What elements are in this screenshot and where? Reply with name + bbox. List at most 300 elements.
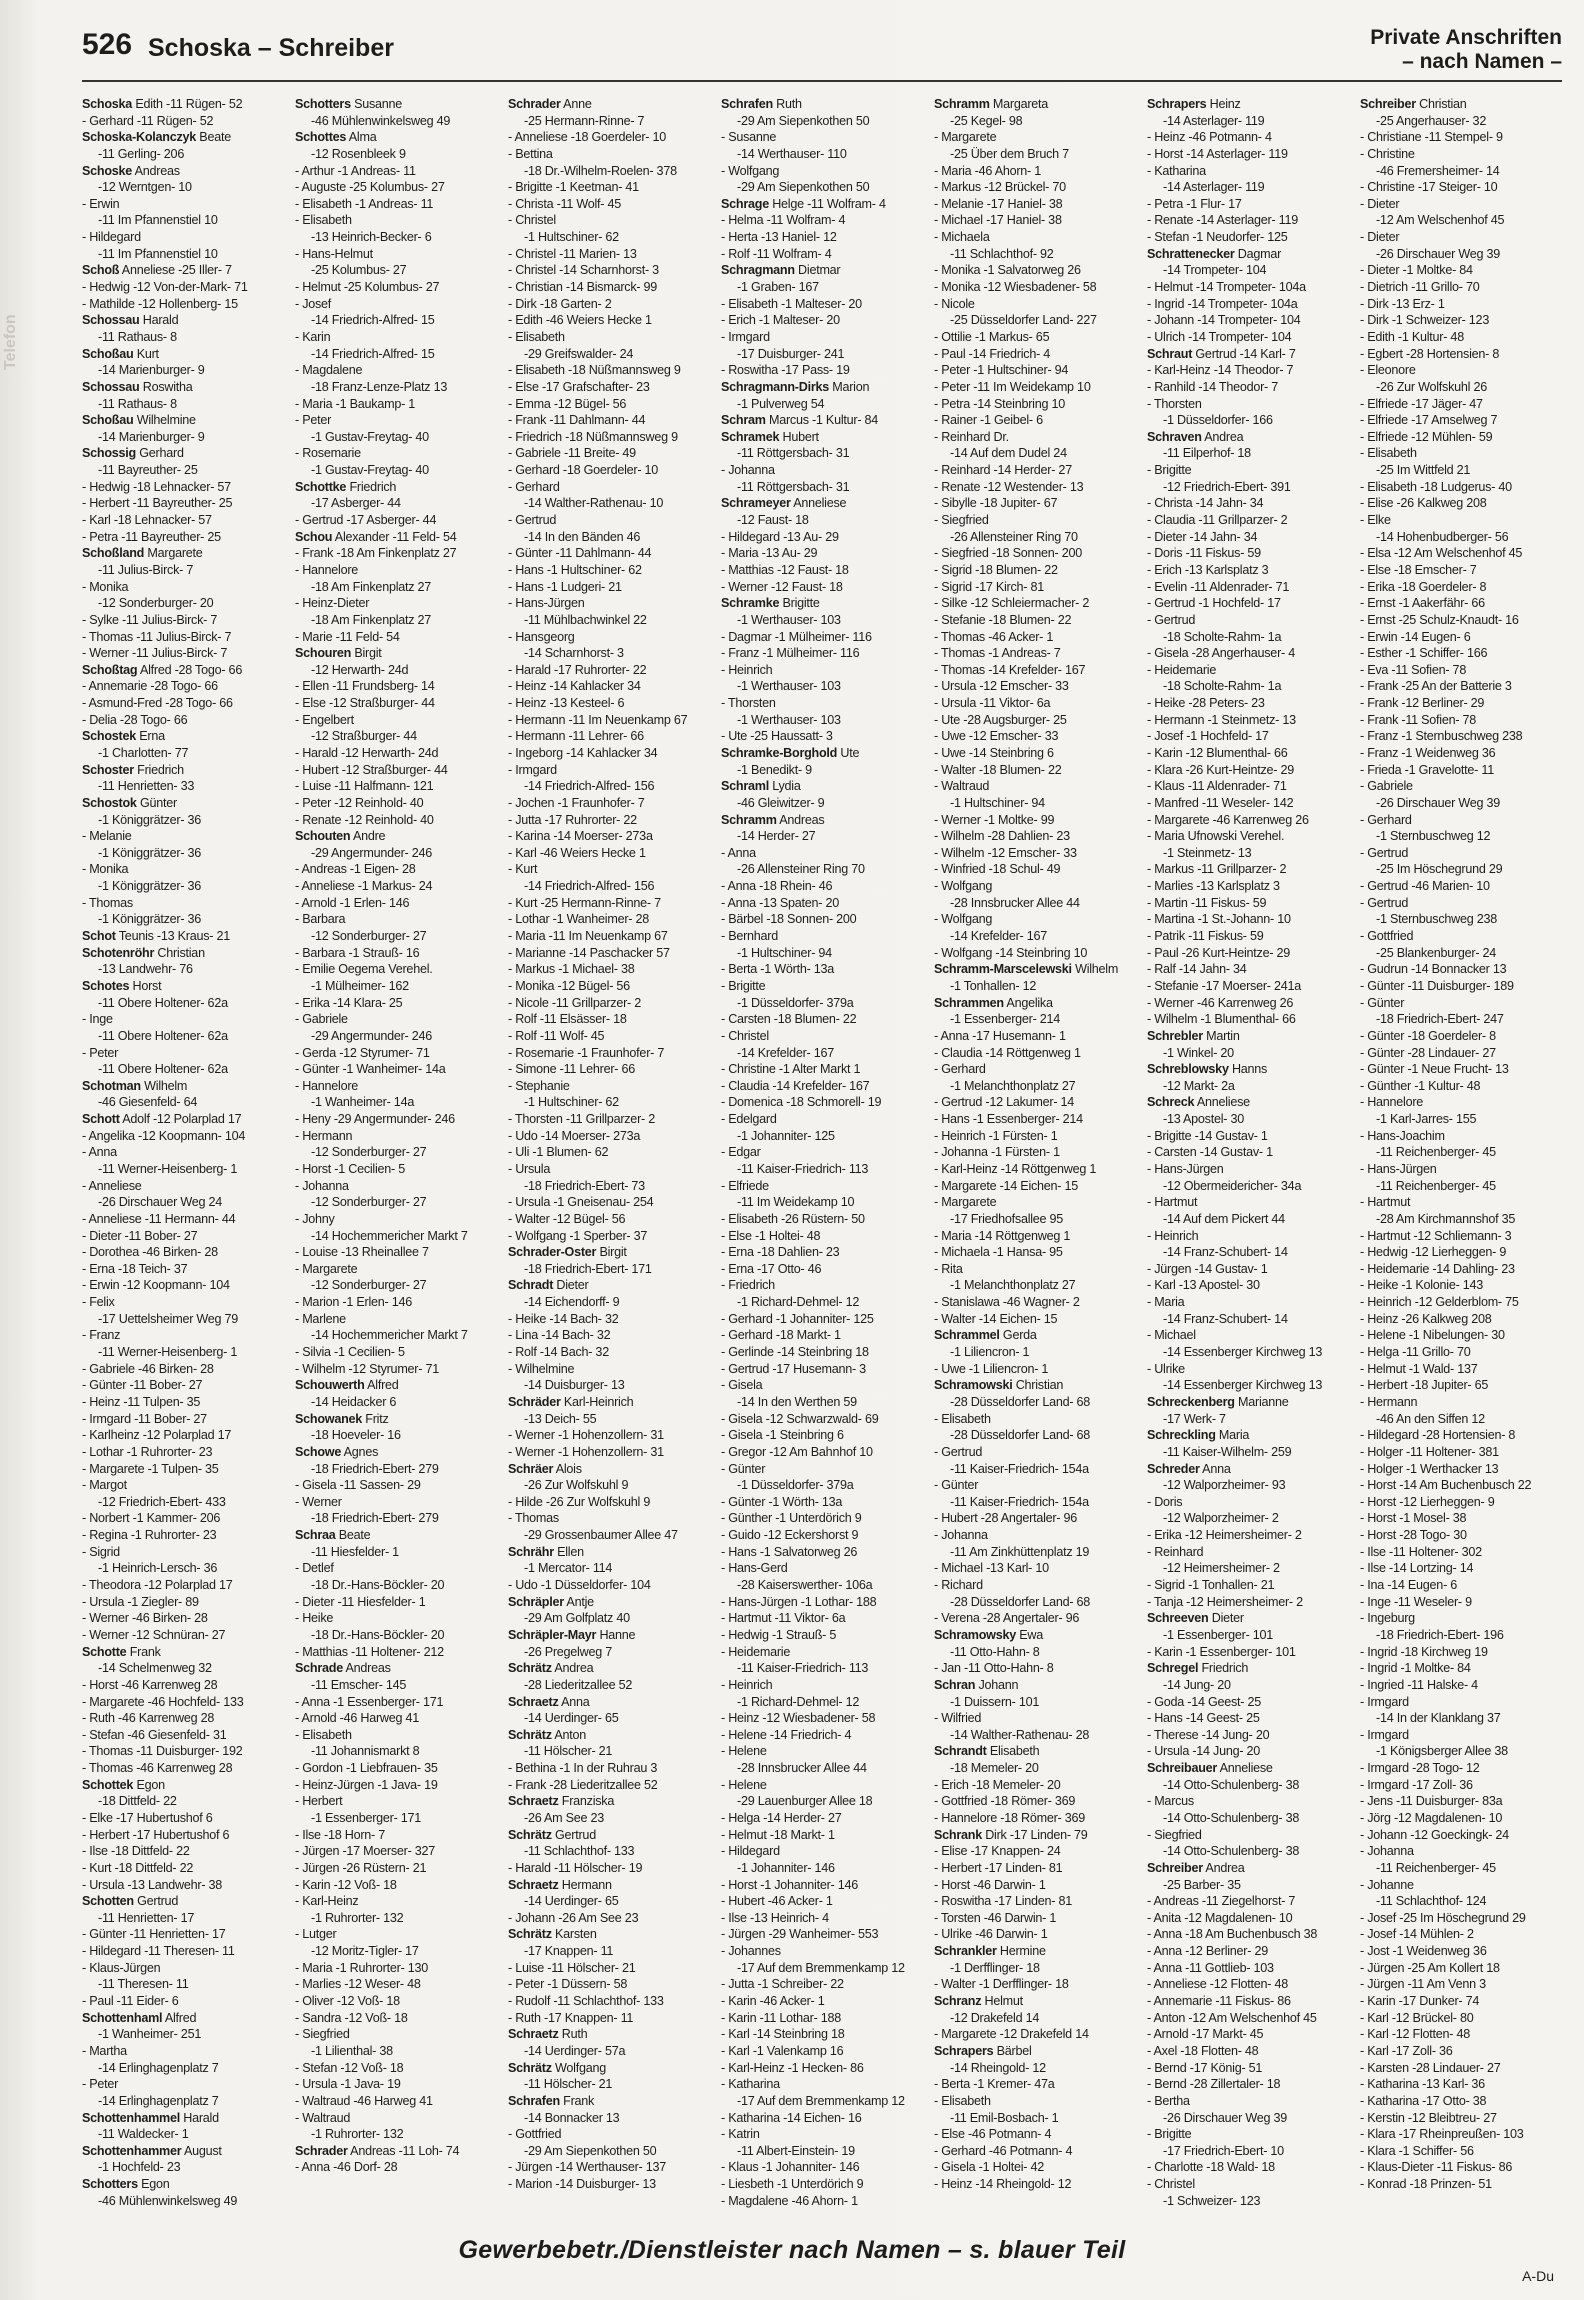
listing-entry [1360, 229, 1560, 246]
entry-text: - Klara -1 Schiffer- 56 [1360, 2143, 1474, 2158]
entry-text: - Anneliese -1 Markus- 24 [295, 879, 433, 894]
listing-entry [82, 562, 282, 579]
listing-entry [721, 2060, 921, 2077]
entry-text: -13 Deich- 55 [524, 1411, 597, 1426]
entry-text: -12 Moritz-Tigler- 17 [311, 1944, 419, 1959]
listing-entry [508, 1976, 708, 1993]
listing-entry [721, 961, 921, 978]
entry-text: - Friedrich [721, 1278, 775, 1293]
entry-text: -26 Dirschauer Weg 39 [1376, 246, 1501, 261]
listing-entry [82, 878, 282, 895]
listing-entry [1360, 96, 1560, 113]
listing-entry [508, 2126, 708, 2143]
entry-text: Harald [183, 2110, 219, 2125]
listing-entry [1360, 895, 1560, 912]
listing-entry [82, 2143, 282, 2160]
entry-text: - Günter -11 Duisburger- 189 [1360, 978, 1514, 993]
listing-entry [1360, 745, 1560, 762]
entry-text: - Eva -11 Sofien- 78 [1360, 662, 1467, 677]
entry-text: -18 Friedrich-Ebert- 279 [311, 1461, 439, 1476]
entry-text: - Hannelore [295, 1078, 359, 1093]
listing-entry [508, 878, 708, 895]
listing-entry [82, 895, 282, 912]
entry-text: - Arnold -17 Markt- 45 [1147, 2027, 1264, 2042]
listing-entry [1360, 1760, 1560, 1777]
listing-entry [1147, 1710, 1347, 1727]
entry-text: - Heinrich [721, 1677, 773, 1692]
listing-entry [295, 861, 495, 878]
listing-entry [1147, 2076, 1347, 2093]
listing-entry [82, 1028, 282, 1045]
listing-entry [82, 1760, 282, 1777]
listing-entry [508, 1710, 708, 1727]
listing-entry [295, 878, 495, 895]
surname: Schoske [82, 163, 133, 178]
listing-entry [1147, 96, 1347, 113]
entry-text: - Franz -1 Mülheimer- 116 [721, 646, 860, 661]
entry-text: - Brigitte -14 Gustav- 1 [1147, 1128, 1268, 1143]
listing-entry [1360, 146, 1560, 163]
listing-entry [934, 1660, 1134, 1677]
listing-entry [1360, 1327, 1560, 1344]
listing-entry [934, 1926, 1134, 1943]
listing-entry [295, 462, 495, 479]
entry-text: -14 Duisburger- 13 [524, 1378, 625, 1393]
entry-text: - Ralf -14 Jahn- 34 [1147, 962, 1247, 977]
listing-entry [721, 1111, 921, 1128]
entry-text: Ellen [557, 1544, 584, 1559]
entry-text: - Karl-Heinz -14 Theodor- 7 [1147, 363, 1294, 378]
entry-text: - Paul -14 Friedrich- 4 [934, 346, 1051, 361]
entry-text: - Klara -26 Kurt-Heintze- 29 [1147, 762, 1294, 777]
listing-entry [721, 895, 921, 912]
entry-text: - Marlies -13 Karlsplatz 3 [1147, 879, 1280, 894]
listing-entry [508, 961, 708, 978]
entry-text: -14 Krefelder- 167 [950, 929, 1048, 944]
listing-entry [1147, 1544, 1347, 1561]
listing-entry [508, 1743, 708, 1760]
listing-entry [1147, 1411, 1347, 1428]
listing-entry [721, 728, 921, 745]
entry-text: - Hans -1 Hultschiner- 62 [508, 562, 642, 577]
entry-text: -18 Am Finkenplatz 27 [311, 612, 432, 627]
entry-text: -1 Hultschiner- 94 [737, 945, 832, 960]
entry-text: Antje [566, 1594, 594, 1609]
listing-entry [1147, 1827, 1347, 1844]
listing-entry [721, 495, 921, 512]
listing-entry [295, 678, 495, 695]
surname: Schraml [721, 779, 769, 794]
listing-entry [295, 762, 495, 779]
entry-text: - Renate -14 Asterlager- 119 [1147, 213, 1298, 228]
entry-text: - Emilie Oegema Verehel. [295, 962, 433, 977]
entry-text: - Karin -46 Acker- 1 [721, 1994, 825, 2009]
listing-entry [295, 1128, 495, 1145]
entry-text: - Rosemarie -1 Fraunhofer- 7 [508, 1045, 665, 1060]
listing-entry [82, 1261, 282, 1278]
entry-text: - Margarete [934, 130, 997, 145]
listing-entry [295, 2076, 495, 2093]
surname: Schrätz [508, 2060, 552, 2075]
listing-entry [934, 1078, 1134, 1095]
entry-text: -26 Zur Wolfskuhl 9 [524, 1478, 629, 1493]
listing-entry [934, 529, 1134, 546]
entry-text: - Werner -46 Karrenweg 26 [1147, 995, 1294, 1010]
entry-text: - Ursula -12 Emscher- 33 [934, 679, 1069, 694]
entry-text: -11 Im Pfannenstiel 10 [98, 246, 218, 261]
entry-text: - Edelgard [721, 1112, 777, 1127]
listing-entry [295, 1094, 495, 1111]
listing-entry [295, 795, 495, 812]
entry-text: - Nicole [934, 296, 975, 311]
entry-text: - Simone -11 Lehrer- 66 [508, 1062, 636, 1077]
entry-text: - Michaela -1 Hansa- 95 [934, 1245, 1063, 1260]
listing-entry [721, 928, 921, 945]
listing-entry [1360, 1061, 1560, 1078]
listing-entry [508, 129, 708, 146]
entry-text: - Gisela -11 Sassen- 29 [295, 1478, 421, 1493]
listing-entry [82, 1960, 282, 1977]
column-6 [1147, 96, 1347, 2231]
listing-entry [508, 1893, 708, 1910]
listing-entry [82, 312, 282, 329]
listing-entry [721, 229, 921, 246]
listing-entry [934, 346, 1134, 363]
entry-text: - Wilhelm -12 Styrumer- 71 [295, 1361, 439, 1376]
listing-entry [721, 1660, 921, 1677]
listing-entry [721, 695, 921, 712]
entry-text: - Ilse -18 Dittfeld- 22 [82, 1844, 190, 1859]
entry-text: -1 Sternbuschweg 12 [1376, 829, 1491, 844]
entry-text: - Karl -1 Valenkamp 16 [721, 2043, 844, 2058]
listing-entry [295, 1510, 495, 1527]
entry-text: - Heike -1 Kolonie- 143 [1360, 1278, 1484, 1293]
entry-text: -12 Obermeidericher- 34a [1163, 1178, 1302, 1193]
listing-entry [82, 812, 282, 829]
listing-entry [508, 795, 708, 812]
entry-text: - Udo -14 Moerser- 273a [508, 1128, 641, 1143]
listing-entry [508, 229, 708, 246]
listing-entry [934, 2043, 1134, 2060]
listing-entry [508, 678, 708, 695]
entry-text: -1 Düsseldorfer- 379a [737, 1478, 854, 1493]
entry-text: - Erwin -12 Koopmann- 104 [82, 1278, 230, 1293]
entry-text: - Ursula -13 Landwehr- 38 [82, 1877, 223, 1892]
entry-text: Andreas [779, 812, 825, 827]
entry-text: -11 Johannismarkt 8 [311, 1744, 420, 1759]
listing-entry [82, 1827, 282, 1844]
entry-text: -26 Zur Wolfskuhl 26 [1376, 379, 1487, 394]
listing-entry [934, 179, 1134, 196]
listing-entry [1147, 1261, 1347, 1278]
listing-entry [1147, 2143, 1347, 2160]
entry-text: - Else -46 Potmann- 4 [934, 2127, 1052, 2142]
entry-text: - Irmgard [1360, 1694, 1409, 1709]
listing-entry [1147, 1777, 1347, 1794]
listing-entry [1147, 1743, 1347, 1760]
listing-entry [508, 1094, 708, 1111]
listing-entry [82, 695, 282, 712]
listing-entry [295, 928, 495, 945]
listing-entry [82, 113, 282, 130]
listing-entry [295, 163, 495, 180]
listing-entry [508, 1660, 708, 1677]
listing-entry [508, 1610, 708, 1627]
entry-text: - Peter [82, 2077, 119, 2092]
entry-text: - Torsten -46 Darwin- 1 [934, 1910, 1057, 1925]
entry-text: - Michael -17 Haniel- 38 [934, 213, 1062, 228]
entry-text: - Ursula -11 Viktor- 6a [934, 696, 1051, 711]
entry-text: - Jutta -1 Schreiber- 22 [721, 1977, 844, 1992]
listing-entry [1147, 1194, 1347, 1211]
entry-text: - Arthur -1 Andreas- 11 [295, 163, 416, 178]
footer-code: A-Du [1522, 2268, 1554, 2284]
entry-text: - Norbert -1 Kammer- 206 [82, 1511, 221, 1526]
listing-entry [508, 396, 708, 413]
listing-entry [82, 1394, 282, 1411]
entry-text: - Katharina -13 Karl- 36 [1360, 2077, 1485, 2092]
entry-text: -11 Gerling- 206 [98, 146, 185, 161]
entry-text: Dirk -17 Linden- 79 [985, 1827, 1088, 1842]
footer-note: Gewerbebetr./Dienstleister nach Namen – s. blauer Teil [458, 2236, 1126, 2264]
entry-text: - Christel [1147, 2177, 1195, 2192]
listing-entry [721, 279, 921, 296]
listing-entry [508, 2143, 708, 2160]
entry-text: -18 Dr.-Hans-Böckler- 20 [311, 1627, 445, 1642]
entry-text: -11 Werner-Heisenberg- 1 [98, 1162, 238, 1176]
entry-text: - Peter [82, 1045, 119, 1060]
entry-text: - Karin -11 Lothar- 188 [721, 2010, 842, 2025]
listing-entry [1360, 1344, 1560, 1361]
listing-entry [934, 379, 1134, 396]
listing-entry [1360, 945, 1560, 962]
entry-text: Hubert [782, 429, 819, 444]
entry-text: -18 Friedrich-Ebert- 279 [311, 1511, 439, 1526]
entry-text: - Karsten -28 Lindauer- 27 [1360, 2060, 1501, 2075]
listing-entry [934, 1510, 1134, 1527]
entry-text: -11 Waldecker- 1 [98, 2127, 189, 2142]
entry-text: - Ingrid -14 Trompeter- 104a [1147, 296, 1298, 311]
entry-text: -25 Im Höschegrund 29 [1376, 862, 1503, 877]
entry-text: Horst [132, 978, 162, 993]
entry-text: - Dorothea -46 Birken- 28 [82, 1245, 218, 1260]
listing-entry [934, 262, 1134, 279]
entry-text: -14 Rheingold- 12 [950, 2060, 1046, 2075]
listing-entry [508, 1727, 708, 1744]
entry-text: - Domenica -18 Schmorell- 19 [721, 1095, 882, 1110]
entry-text: - Irmgard -17 Zoll- 36 [1360, 1777, 1473, 1792]
listing-entry [934, 1277, 1134, 1294]
entry-text: -18 Franz-Lenze-Platz 13 [311, 379, 448, 394]
listing-entry [82, 1061, 282, 1078]
listing-entry [508, 562, 708, 579]
listing-entry [934, 1194, 1134, 1211]
entry-text: - Hartmut -11 Viktor- 6a [721, 1611, 846, 1626]
listing-entry [934, 1477, 1134, 1494]
entry-text: - Horst -28 Togo- 30 [1360, 1528, 1467, 1543]
listing-entry [82, 262, 282, 279]
entry-text: - Günther -1 Unterdörich 9 [721, 1511, 862, 1526]
entry-text: - Anna -17 Husemann- 1 [934, 1028, 1066, 1043]
entry-text: -11 Otto-Hahn- 8 [950, 1644, 1040, 1659]
entry-text: - Andreas -11 Ziegelhorst- 7 [1147, 1894, 1296, 1909]
listing-entry [1360, 1960, 1560, 1977]
listing-entry [82, 1111, 282, 1128]
entry-text: -17 Uettelsheimer Weg 79 [98, 1311, 239, 1326]
listing-entry [721, 629, 921, 646]
listing-entry [82, 1910, 282, 1927]
listing-entry [1360, 1544, 1560, 1561]
listing-entry [295, 712, 495, 729]
entry-text: - Werner -1 Hohenzollern- 31 [508, 1428, 664, 1443]
listing-entry [508, 778, 708, 795]
entry-text: - Elke -17 Hubertushof 6 [82, 1810, 213, 1825]
listing-entry [721, 1860, 921, 1877]
entry-text: - Peter [295, 413, 332, 428]
listing-entry [508, 2110, 708, 2127]
surname: Schoßau [82, 413, 134, 428]
listing-entry [295, 1327, 495, 1344]
entry-text: -1 Düsseldorfer- 379a [737, 995, 854, 1010]
listing-entry [295, 1960, 495, 1977]
listing-entry [1360, 1943, 1560, 1960]
entry-text: - Marion -14 Duisburger- 13 [508, 2177, 656, 2192]
listing-entry [934, 1061, 1134, 1078]
column-2 [295, 96, 495, 2231]
listing-entry [295, 1444, 495, 1461]
entry-text: - Bernhard [721, 929, 779, 944]
listing-entry [934, 1843, 1134, 1860]
entry-text: - Monika -1 Salvatorweg 26 [934, 263, 1081, 278]
listing-entry [1360, 712, 1560, 729]
entry-text: - Bernd -17 König- 51 [1147, 2060, 1263, 2075]
listing-entry [934, 678, 1134, 695]
listing-entry [1147, 662, 1347, 679]
listing-entry [1360, 362, 1560, 379]
entry-text: - Günter -28 Lindauer- 27 [1360, 1045, 1496, 1060]
listing-entry [1147, 495, 1347, 512]
entry-text: - Margarete -46 Karrenweg 26 [1147, 812, 1309, 827]
entry-text: - Günter -1 Wörth- 13a [721, 1494, 843, 1509]
listing-entry [1147, 362, 1347, 379]
entry-text: - Heinz-Dieter [295, 596, 370, 611]
entry-text: Karsten [555, 1927, 597, 1942]
entry-text: - Christa -11 Wolf- 45 [508, 196, 622, 211]
entry-text: - Edith -46 Weiers Hecke 1 [508, 313, 652, 328]
entry-text: - Detlef [295, 1561, 334, 1576]
entry-text: -1 Gustav-Freytag- 40 [311, 429, 429, 444]
entry-text: - Karl-Heinz [295, 1894, 359, 1909]
entry-text: Erna [139, 729, 165, 744]
entry-text: - Michael -13 Karl- 10 [934, 1561, 1049, 1576]
entry-text: -1 Mercator- 114 [524, 1561, 613, 1576]
entry-text: -14 Eichendorff- 9 [524, 1295, 620, 1310]
listing-entry [1360, 878, 1560, 895]
entry-text: - Kurt -25 Hermann-Rinne- 7 [508, 895, 661, 910]
listing-entry [82, 2093, 282, 2110]
listing-entry [1147, 479, 1347, 496]
entry-text: - Gisela -28 Angerhauser- 4 [1147, 646, 1295, 661]
entry-text: - Hildegard -11 Theresen- 11 [82, 1944, 235, 1959]
entry-text: - Frank -12 Berliner- 29 [1360, 696, 1485, 711]
entry-text: - Hildegard [721, 1844, 780, 1859]
entry-text: Anne [563, 97, 592, 111]
listing-entry [1147, 1277, 1347, 1294]
listing-entry [508, 346, 708, 363]
entry-text: - Hans-Jürgen [1147, 1162, 1224, 1176]
listing-entry [721, 1976, 921, 1993]
entry-text: Andre [352, 829, 386, 844]
listing-entry [934, 961, 1134, 978]
listing-entry [934, 1610, 1134, 1627]
listing-entry [295, 1710, 495, 1727]
column-7 [1360, 96, 1560, 2231]
listing-entry [82, 1178, 282, 1195]
listing-entry [1147, 1444, 1347, 1461]
entry-text: - Rolf -11 Elsässer- 18 [508, 1012, 627, 1027]
entry-text: Helmut [984, 1994, 1023, 2009]
listing-entry [508, 1943, 708, 1960]
entry-text: - Thomas -14 Krefelder- 167 [934, 662, 1086, 677]
entry-text: -1 Ruhrorter- 132 [311, 2127, 404, 2142]
listing-entry [934, 312, 1134, 329]
listing-entry [508, 728, 708, 745]
entry-text: Margarete [147, 546, 203, 561]
entry-text: Johann [978, 1677, 1019, 1692]
entry-text: -11 Emscher- 145 [311, 1677, 407, 1692]
listing-entry [82, 645, 282, 662]
entry-text: - Margarete [295, 1261, 358, 1276]
listing-entry [1147, 579, 1347, 596]
surname: Schowe [295, 1444, 342, 1459]
listing-entry [1147, 146, 1347, 163]
entry-text: - Elisabeth -26 Rüstern- 50 [721, 1211, 865, 1226]
listing-entry [82, 1411, 282, 1428]
surname: Schranz [934, 1994, 982, 2009]
entry-text: - Waltraud [934, 779, 990, 794]
entry-text: Martin [1206, 1028, 1240, 1043]
listing-entry [934, 1161, 1134, 1178]
surname: Schotman [82, 1078, 141, 1093]
listing-entry [295, 312, 495, 329]
listing-entry [295, 1743, 495, 1760]
entry-text: - Siegfried [934, 513, 989, 528]
listing-entry [295, 662, 495, 679]
listing-entry [1147, 745, 1347, 762]
listing-entry [295, 113, 495, 130]
entry-text: - Karl -46 Weiers Hecke 1 [508, 845, 646, 860]
listing-entry [295, 545, 495, 562]
entry-text: - Gerhard [934, 1062, 986, 1077]
entry-text: - Christine -17 Steiger- 10 [1360, 180, 1498, 195]
entry-text: - Heinz -13 Kesteel- 6 [508, 696, 625, 711]
listing-entry [1147, 895, 1347, 912]
listing-entry [82, 462, 282, 479]
entry-text: -1 Heinrich-Lersch- 36 [98, 1561, 218, 1576]
listing-entry [508, 1494, 708, 1511]
listing-entry [508, 1627, 708, 1644]
listing-entry [508, 1577, 708, 1594]
entry-text: - Erna -17 Otto- 46 [721, 1261, 822, 1276]
listing-entry [1360, 429, 1560, 446]
entry-text: - Reinhard -14 Herder- 27 [934, 463, 1072, 478]
listing-entry [1360, 1843, 1560, 1860]
listing-entry [1360, 296, 1560, 313]
entry-text: - Gerhard -11 Rügen- 52 [82, 113, 214, 128]
listing-entry [934, 2076, 1134, 2093]
listing-entry [508, 212, 708, 229]
listing-entry [934, 1045, 1134, 1062]
